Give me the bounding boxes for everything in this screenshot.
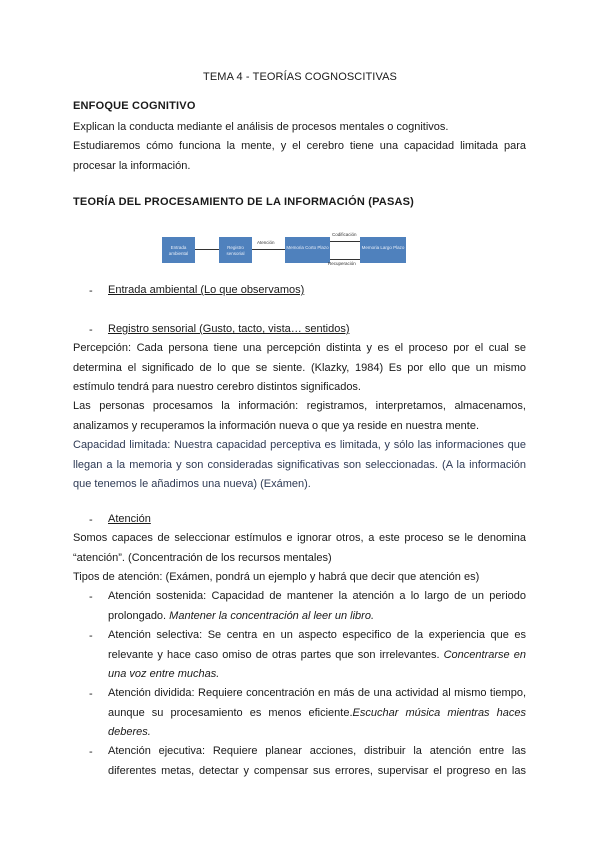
paragraph-tipos-atencion: Tipos de atención: (Exámen, pondrá un ejemplo y habrá que decir que atención es) bbox=[73, 571, 480, 583]
diagram-label-atencion: Atención bbox=[257, 240, 275, 245]
document-title: TEMA 4 - TEORÍAS COGNOSCITIVAS bbox=[203, 71, 397, 83]
bullet-dash: - bbox=[89, 688, 93, 700]
bullet-dash: - bbox=[89, 630, 93, 642]
heading-teoria-procesamiento: TEORÍA DEL PROCESAMIENTO DE LA INFORMACIÓN (PASAS) bbox=[73, 196, 415, 208]
diagram-label-recuperacion: Recuperación bbox=[328, 261, 356, 266]
bullet-registro-sensorial: Registro sensorial (Gusto, tacto, vista… sentidos) bbox=[108, 323, 350, 335]
bullet-dash: - bbox=[89, 746, 93, 758]
paragraph-enfoque-1: Explican la conducta mediante el análisis de procesos mentales o cognitivos. bbox=[73, 121, 449, 133]
bullet-atencion: Atención bbox=[108, 513, 151, 525]
information-processing-diagram bbox=[162, 228, 406, 272]
list-item-atencion-sostenida: Atención sostenida: Capacidad de mantener la atención a lo largo de un periodo prolongado. Mantener la concentración al leer un libro. bbox=[108, 590, 526, 622]
list-item-atencion-dividida: Atención dividida: Requiere concentración en más de una actividad al mismo tiempo, aunque su procesamiento es menos eficiente.Escuchar música mientras haces deberes. bbox=[108, 687, 526, 738]
diagram-box-entrada: Entrada ambiental bbox=[162, 237, 195, 263]
list-item-atencion-selectiva: Atención selectiva: Se centra en un aspecto especifico de la experiencia que es relevante y hace caso omiso de otras partes que son irrelevantes. Concentrarse en una voz entre muchas. bbox=[108, 629, 526, 680]
bullet-dash: - bbox=[89, 514, 93, 526]
bullet-dash: - bbox=[89, 324, 93, 336]
paragraph-enfoque-2: Estudiaremos cómo funciona la mente, y el cerebro tiene una capacidad limitada para procesar la información. bbox=[73, 140, 526, 172]
bullet-entrada-ambiental: Entrada ambiental (Lo que observamos) bbox=[108, 284, 305, 296]
heading-enfoque-cognitivo: ENFOQUE COGNITIVO bbox=[73, 100, 196, 112]
diagram-label-codificacion: Codificación bbox=[332, 232, 357, 237]
paragraph-percepcion: Percepción: Cada persona tiene una percepción distinta y es el proceso por el cual se determina el significado de lo que se siente. (Klazky, 1984) Es por ello que un mismo estímulo tendrá para nuestro cerebro distintos significados. bbox=[73, 342, 526, 393]
paragraph-procesamos: Las personas procesamos la información: registramos, interpretamos, almacenamos, analizamos y recuperamos la información nueva o que ya reside en nuestra mente. bbox=[73, 400, 526, 432]
diagram-box-mlp: Memoria Largo Plazo bbox=[360, 237, 406, 263]
paragraph-capacidad-limitada: Capacidad limitada: Nuestra capacidad perceptiva es limitada, y sólo las informaciones que llegan a la memoria y son consideradas significativas son seleccionadas. (A la información que tenemos le añadimos una nueva) (Exámen). bbox=[73, 439, 526, 490]
bullet-dash: - bbox=[89, 285, 93, 297]
paragraph-atencion: Somos capaces de seleccionar estímulos e ignorar otros, a este proceso se le denomina “atención”. (Concentración de los recursos mentales) bbox=[73, 532, 526, 564]
bullet-dash: - bbox=[89, 591, 93, 603]
diagram-box-mcp: Memoria Corto Plazo bbox=[285, 237, 330, 263]
diagram-box-registro: Registro sensorial bbox=[219, 237, 252, 263]
list-item-atencion-ejecutiva: Atención ejecutiva: Requiere planear acciones, distribuir la atención entre las diferentes metas, detectar y compensar sus errores, supervisar el progreso en las bbox=[108, 745, 526, 777]
